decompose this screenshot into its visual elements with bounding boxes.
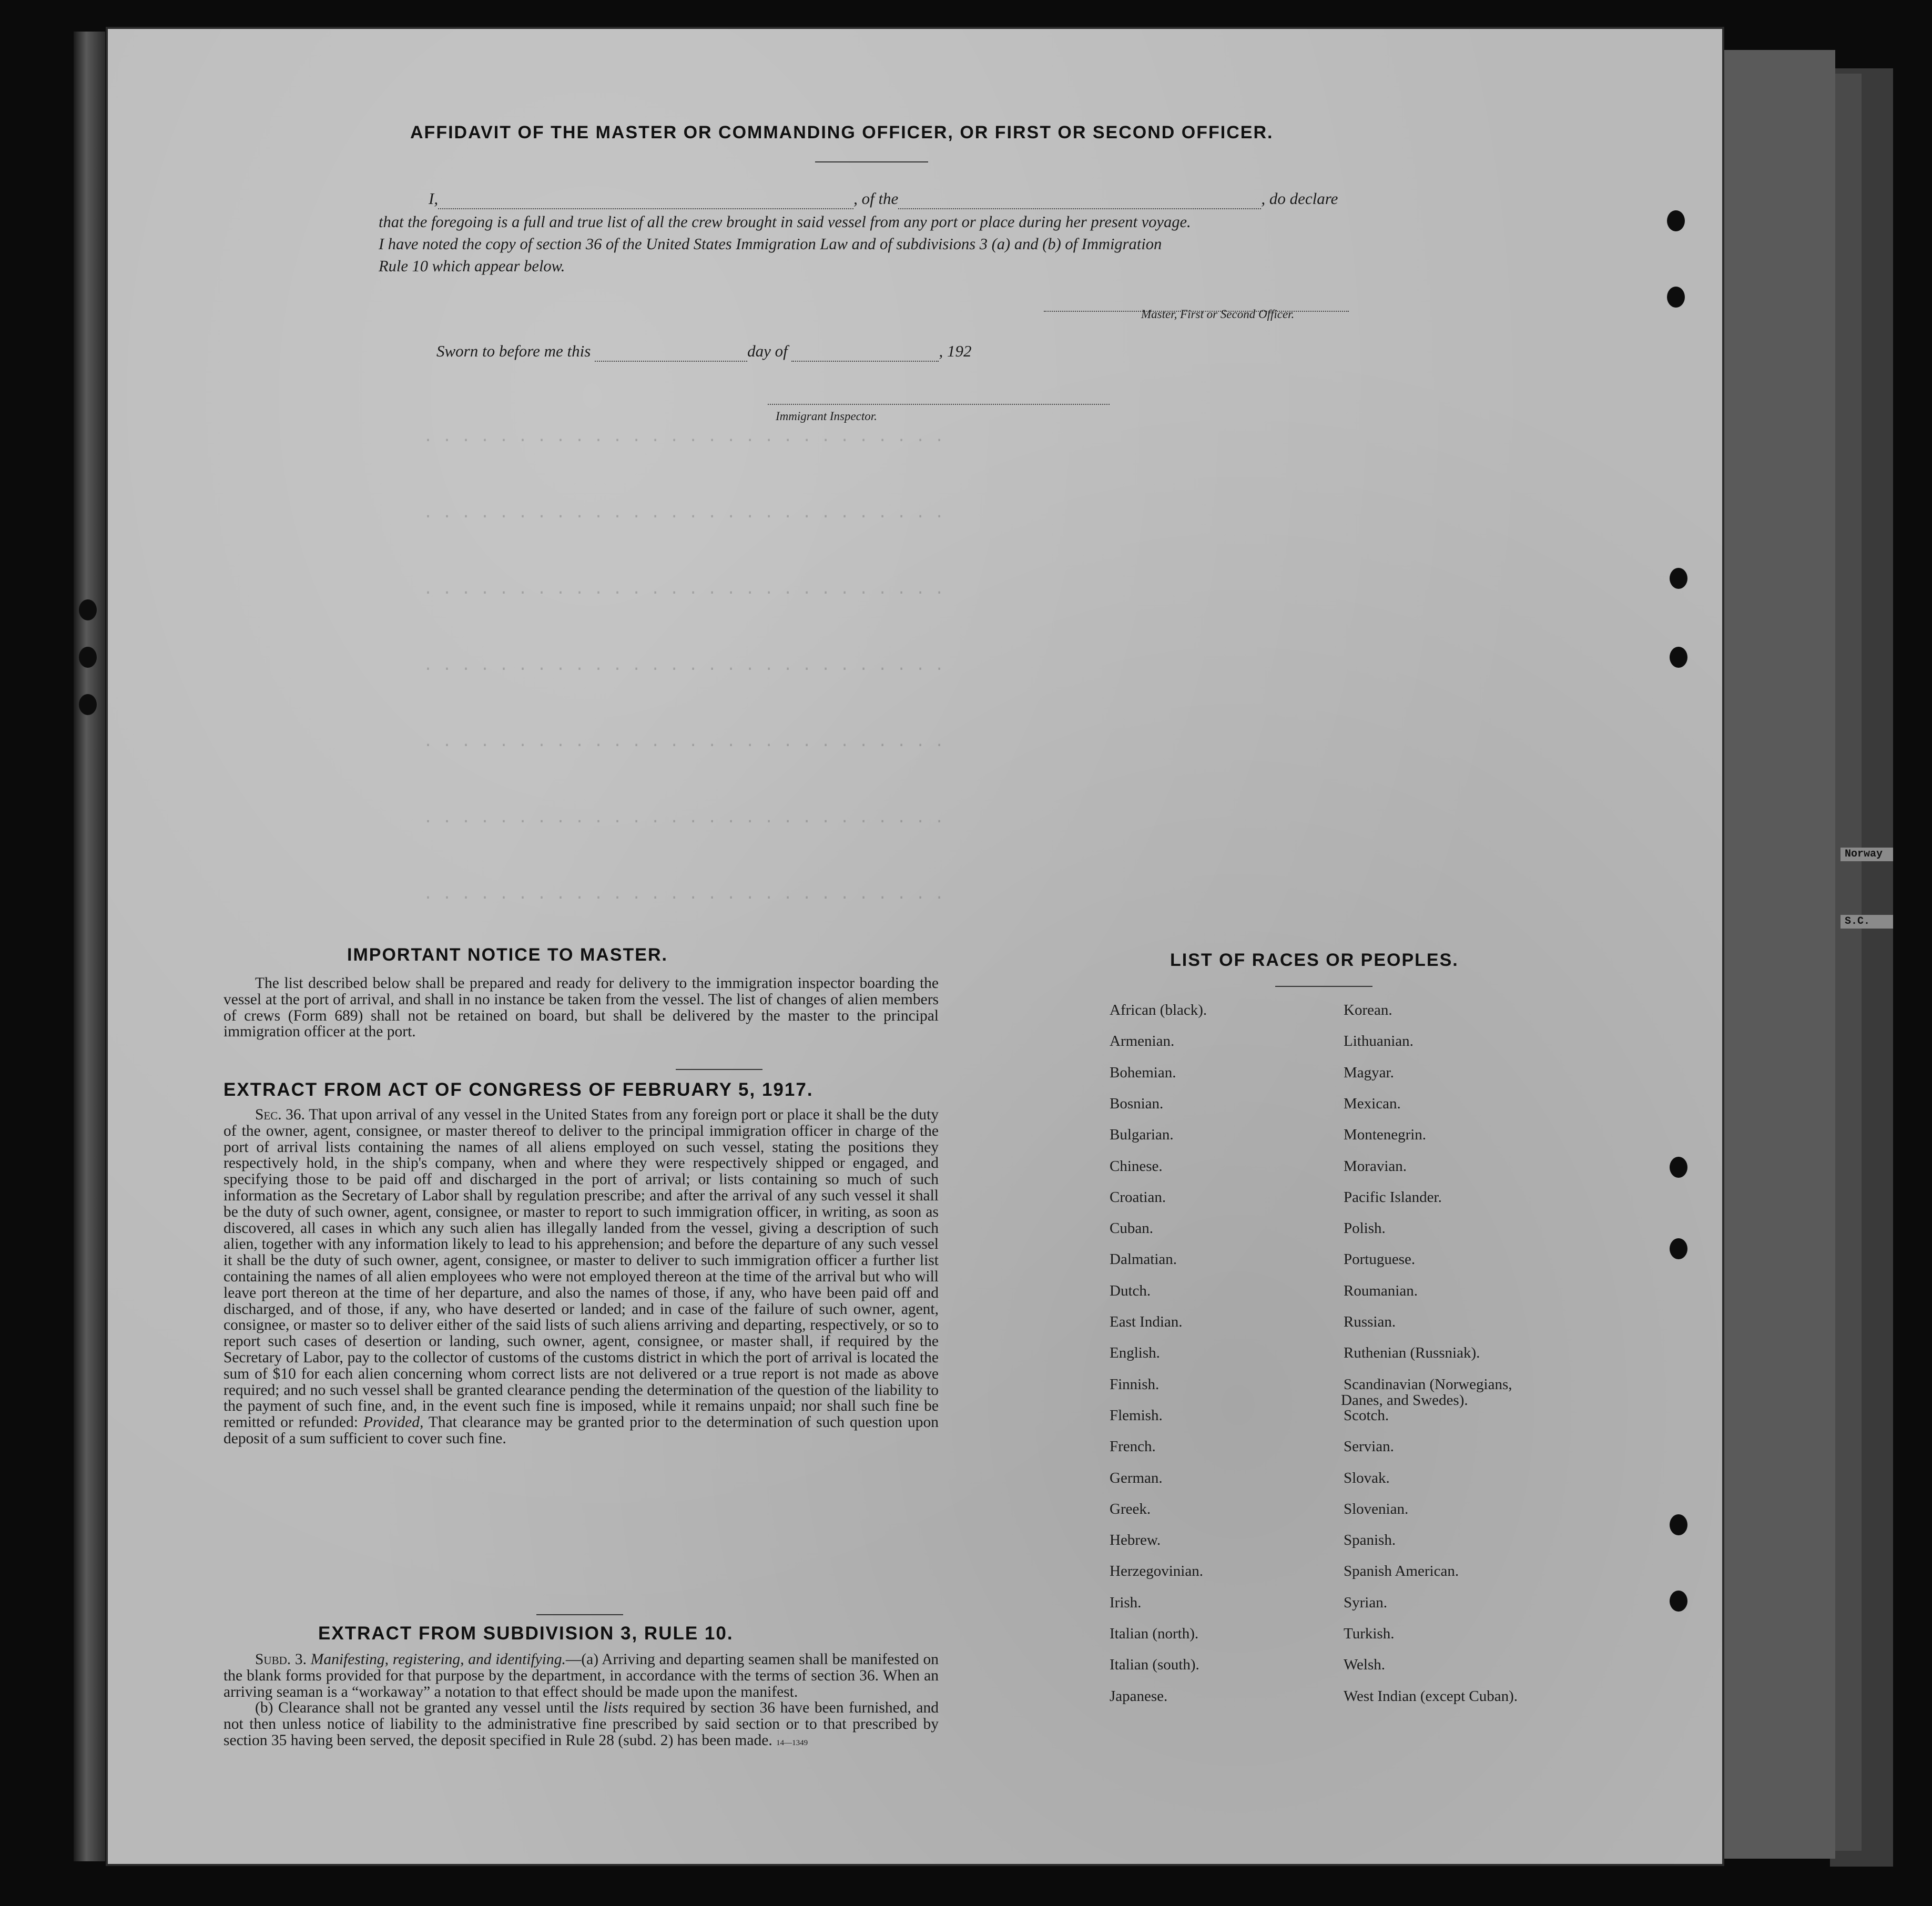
binder-hole (1670, 647, 1687, 668)
race-item: Scotch. (1344, 1406, 1389, 1424)
binder-hole (1670, 1157, 1687, 1178)
extract-rule-text (223, 1652, 939, 1751)
bleed-through-row: . . . . . . . . . . . . . . . . . . . . . . . . . . . . (423, 657, 944, 675)
race-item: Pacific Islander. (1344, 1188, 1442, 1206)
sec-text-end: That clearance may be granted prior to the determination of such question upon deposit of a sum sufficient to cover such fine. (223, 1414, 939, 1447)
affidavit-line-2: that the foregoing is a full and true list of all the crew brought in said vessel from any port or place during her present voyage. (379, 213, 1191, 231)
race-item: Roumanian. (1344, 1282, 1418, 1299)
races-rule (1275, 986, 1372, 987)
binder-edge (74, 32, 105, 1861)
declare-suffix: , do declare (1261, 189, 1338, 208)
subd-text-a: —(a) Arriving and departing seamen shall be manifested on the blank forms provided for that purpose by the department, in accordance with the terms of section 36. When an arriving seaman is a “workaway” a notation to that effect should be made upon the manifest. (223, 1651, 939, 1700)
day-of-label: day of (747, 342, 788, 360)
subd-text-b-2: required by section 36 have been furnished, and not then unless notice of liability to the administrative fine prescribed by said section or to that prescribed by section 35 having been served, the deposit specified in Rule 28 (subd. 2) has been made. (223, 1699, 939, 1749)
bleed-through-row: . . . . . . . . . . . . . . . . . . . . . . . . . . . . (423, 429, 944, 446)
race-item: French. (1110, 1438, 1156, 1455)
race-item: Turkish. (1344, 1625, 1395, 1642)
race-item: Flemish. (1110, 1406, 1163, 1424)
race-item: Japanese. (1110, 1687, 1168, 1705)
subd-label: Subd. 3. (255, 1651, 307, 1668)
notice-rule (676, 1069, 762, 1070)
race-item: Dalmatian. (1110, 1251, 1177, 1268)
race-item: Italian (south). (1110, 1656, 1199, 1674)
binder-hole (79, 694, 97, 715)
race-item: Montenegrin. (1344, 1126, 1427, 1144)
race-item: Moravian. (1344, 1157, 1407, 1175)
extract-act-text (223, 1107, 939, 1447)
bleed-through-row: . . . . . . . . . . . . . . . . . . . . . . . . . . . . (423, 886, 944, 904)
bleed-through-row: . . . . . . . . . . . . . . . . . . . . . . . . . . . . (423, 810, 944, 828)
provided-word: Provided, (363, 1414, 424, 1431)
race-item: Italian (north). (1110, 1625, 1199, 1642)
affidavit-line-3: I have noted the copy of section 36 of the United States Immigration Law and of subdivisions 3 (a) and (b) of Immigration (379, 235, 1162, 253)
race-item: Scandinavian (Norwegians, (1344, 1375, 1512, 1393)
binder-hole (1667, 287, 1685, 308)
race-item: Polish. (1344, 1220, 1386, 1237)
lists-word: lists (603, 1699, 628, 1717)
races-title: LIST OF RACES OR PEOPLES. (1170, 950, 1459, 970)
race-item: German. (1110, 1469, 1163, 1486)
affidavit-declaration-line (429, 189, 1338, 209)
subd-text-b-1: (b) Clearance shall not be granted any vessel until the (255, 1699, 598, 1717)
race-item: Servian. (1344, 1438, 1394, 1455)
binder-hole (79, 647, 97, 668)
race-item: Danes, and Swedes). (1341, 1391, 1468, 1409)
notice-text (223, 975, 939, 1040)
subd-paragraph-b (223, 1700, 939, 1751)
race-item: Spanish. (1344, 1532, 1396, 1549)
race-item: Hebrew. (1110, 1532, 1161, 1549)
race-item: Croatian. (1110, 1188, 1166, 1206)
race-item: Slovak. (1344, 1469, 1390, 1486)
race-item: Korean. (1344, 1002, 1392, 1018)
extract-rule-divider (536, 1614, 623, 1615)
race-item: Welsh. (1344, 1656, 1386, 1674)
affidavit-line-4: Rule 10 which appear below. (379, 257, 565, 275)
form-number: 14—1349 (776, 1738, 808, 1747)
race-item: Lithuanian. (1344, 1033, 1414, 1050)
race-item: Cuban. (1110, 1220, 1153, 1237)
race-item: Russian. (1344, 1313, 1396, 1330)
sworn-month-blank (791, 342, 939, 362)
declarant-prefix: I, (429, 189, 439, 208)
underlying-page-1 (1714, 50, 1835, 1859)
year-label: , 192 (939, 342, 972, 360)
race-item: Greek. (1110, 1500, 1151, 1517)
sworn-prefix: Sworn to before me this (436, 342, 591, 360)
sworn-day-blank (595, 342, 747, 362)
vessel-name-blank (898, 189, 1261, 209)
sworn-line (436, 342, 971, 362)
binder-hole (1667, 210, 1685, 231)
declarant-name-blank (438, 189, 853, 209)
race-item: Bohemian. (1110, 1064, 1176, 1081)
notice-title: IMPORTANT NOTICE TO MASTER. (347, 945, 668, 965)
extract-act-title: EXTRACT FROM ACT OF CONGRESS OF FEBRUARY 5, 1917. (223, 1079, 814, 1100)
bleed-through-row: . . . . . . . . . . . . . . . . . . . . . . . . . . . . (423, 733, 944, 751)
underlying-page-fragment: S.C. (1841, 915, 1893, 929)
inspector-label: Immigrant Inspector. (776, 410, 877, 423)
subd-paragraph-a (223, 1652, 939, 1700)
notice-paragraph: The list described below shall be prepared and ready for delivery to the immigration inspector boarding the vessel at the port of arrival, and shall in no instance be taken from the vessel. The list of changes of alien members of crews (Form 689) shall not be retained on board, but shall be delivered by the master to the principal immigration officer at the port. (223, 975, 939, 1041)
affidavit-title: AFFIDAVIT OF THE MASTER OR COMMANDING OFFICER, OR FIRST OR SECOND OFFICER. (410, 123, 1274, 142)
race-item: Chinese. (1110, 1157, 1163, 1175)
sec-text: That upon arrival of any vessel in the United States from any foreign port or place it shall be the duty of the owner, agent, consignee, or master thereof to deliver to the principal immigration officer in charge of the port of arrival lists containing the names of all aliens employed on such vessel, stating the positions they respectively hold, in the ship's company, when and where they were respectively shipped or engaged, and specifying those to be paid off and discharged in the port of arrival; or lists containing so much of such information as the Secretary of Labor shall by regulation prescribe; and after the arrival of any such vessel it shall be the duty of such owner, agent, consignee, or master to report to such immigration officer, in writing, as soon as discovered, all cases in which any such alien has illegally landed from the vessel, giving a description of such alien, together with any information likely to lead to his apprehension; and before the departure of any such vessel it shall be the duty of such owner, agent, consignee, or master to deliver to such immigration officer a further list containing the names of all alien employees who were not employed thereon at the time of the arrival but who will leave port thereon at the time of her departure, and also the names of those, if any, who have been paid off and discharged, and of those, if any, who have deserted or landed; and in case of the failure of such owner, agent, consignee, or master so to deliver either of the said lists of such aliens arriving and departing, respectively, or so to report such cases of desertion or landing, such owner, agent, consignee, or master shall, if required by the Secretary of Labor, pay to the collector of customs of the customs district in which the port of arrival is located the sum of $10 for each alien concerning whom correct lists are not delivered or a true report is not made as above required; and no such vessel shall be granted clearance pending the determination of the question of the liability to the payment of such fine, and, in the event such fine is imposed, while it remains unpaid; nor shall such fine be remitted or refunded: (223, 1106, 939, 1431)
signature-label: Master, First or Second Officer. (1141, 308, 1295, 321)
race-item: Ruthenian (Russniak). (1344, 1344, 1480, 1362)
race-item: Mexican. (1344, 1095, 1401, 1112)
bleed-through-row: . . . . . . . . . . . . . . . . . . . . . . . . . . . . (423, 505, 944, 523)
subd-heading: Manifesting, registering, and identifying. (310, 1651, 566, 1668)
sec-36-paragraph (223, 1107, 939, 1447)
bleed-through-row: . . . . . . . . . . . . . . . . . . . . . . . . . . . . (423, 581, 944, 599)
sec-label: Sec. 36. (255, 1106, 306, 1123)
document-page (108, 29, 1722, 1864)
race-item: Portuguese. (1344, 1251, 1416, 1268)
binder-hole (1670, 1238, 1687, 1259)
binder-hole (1670, 568, 1687, 589)
race-item: Magyar. (1344, 1064, 1394, 1081)
race-item: Bosnian. (1110, 1095, 1164, 1112)
race-item: Herzegovinian. (1110, 1563, 1203, 1580)
race-item: Syrian. (1344, 1594, 1387, 1611)
binder-hole (1670, 1591, 1687, 1612)
underlying-page-fragment: Norway (1841, 848, 1893, 861)
race-item: African (black). (1110, 1002, 1207, 1018)
race-item: Dutch. (1110, 1282, 1151, 1299)
race-item: East Indian. (1110, 1313, 1183, 1330)
binder-hole (79, 599, 97, 620)
inspector-signature-blank (768, 394, 1110, 405)
vessel-prefix: , of the (853, 189, 899, 208)
binder-hole (1670, 1514, 1687, 1535)
title-rule (815, 161, 928, 162)
race-item: Spanish American. (1344, 1563, 1459, 1580)
race-item: Armenian. (1110, 1033, 1175, 1050)
race-item: West Indian (except Cuban). (1344, 1687, 1518, 1705)
race-item: English. (1110, 1344, 1160, 1362)
race-item: Irish. (1110, 1594, 1142, 1611)
race-item: Finnish. (1110, 1375, 1160, 1393)
race-item: Bulgarian. (1110, 1126, 1174, 1144)
extract-rule-title: EXTRACT FROM SUBDIVISION 3, RULE 10. (318, 1623, 734, 1644)
race-item: Slovenian. (1344, 1500, 1409, 1517)
